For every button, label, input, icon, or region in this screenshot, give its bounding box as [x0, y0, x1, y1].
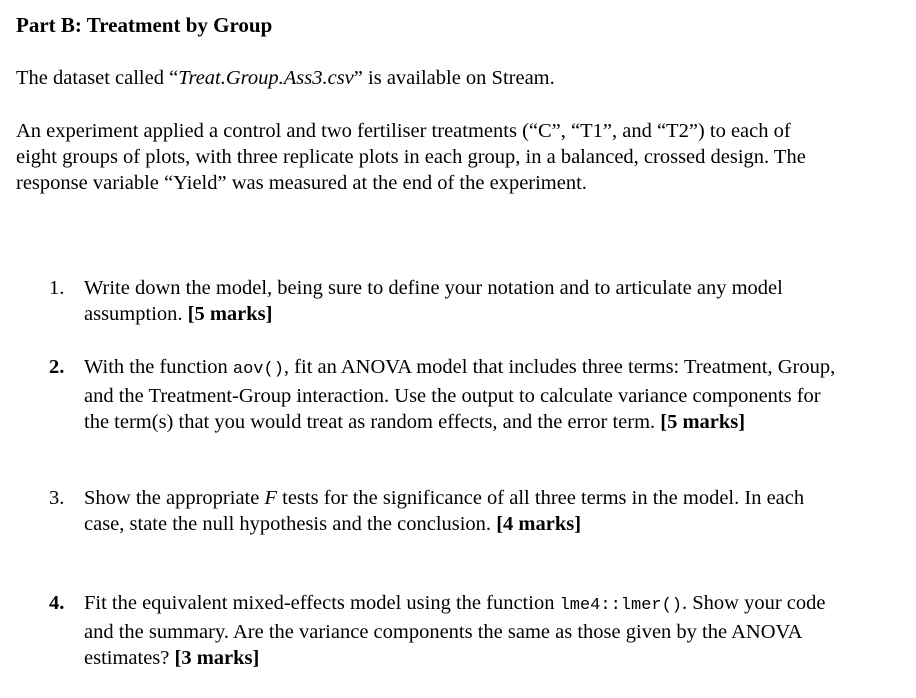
question-number: 2.	[49, 356, 65, 378]
question-body	[84, 354, 844, 435]
dataset-filename: Treat.Group.Ass3.csv	[178, 67, 354, 89]
intro-post: ” is available on Stream.	[353, 67, 555, 89]
question-text-pre: Fit the equivalent mixed-effects model using the function	[84, 592, 555, 614]
section-heading: Part B: Treatment by Group	[16, 13, 273, 37]
question-text: , fit an ANOVA model that includes three terms: Treatment, Group, and the Treatment-Group interaction. Use the output to calculate variance components for the term(s) that you would treat as random effects, and the error term.	[84, 356, 836, 433]
question-text-pre: With the function	[84, 356, 228, 378]
question-marks: [3 marks]	[174, 647, 260, 669]
question-marks: [4 marks]	[496, 513, 582, 535]
question-text: Write down the model, being sure to define your notation and to articulate any model assumption.	[84, 277, 783, 325]
question-body	[84, 590, 844, 671]
code-function: lme4::lmer()	[559, 596, 682, 615]
question-text: tests for the significance of all three terms in the model. In each case, state the null hypothesis and the conclusion.	[84, 487, 805, 535]
question-number: 4.	[49, 592, 65, 614]
dataset-intro	[16, 65, 856, 91]
code-function: aov()	[232, 360, 284, 379]
question-marks: [5 marks]	[660, 411, 746, 433]
question-body	[84, 275, 844, 327]
italic-term: F	[264, 487, 277, 509]
intro-pre: The dataset called “	[16, 67, 179, 89]
question-body	[84, 485, 844, 537]
question-text: . Show your code and the summary. Are the variance components the same as those given by the ANOVA estimates?	[84, 592, 826, 669]
question-marks: [5 marks]	[187, 303, 273, 325]
experiment-description: An experiment applied a control and two fertiliser treatments (“C”, “T1”, and “T2”) to each of eight groups of plots, with three replicate plots in each group, in a balanced, crossed design. The response variable “Yield” was measured at the end of the experiment.	[16, 120, 806, 194]
question-number: 1.	[49, 277, 65, 299]
question-number: 3.	[49, 487, 65, 509]
question-text-pre: Show the appropriate	[84, 487, 260, 509]
